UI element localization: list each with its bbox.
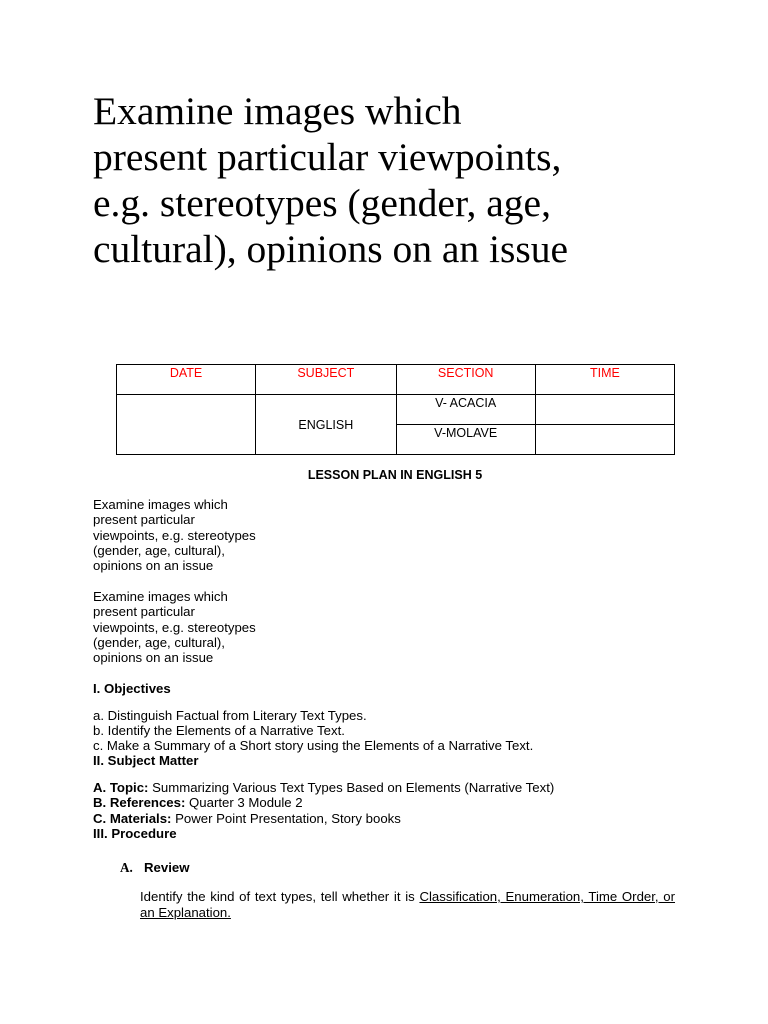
- header-subject: SUBJECT: [256, 365, 396, 395]
- lesson-plan-title: LESSON PLAN IN ENGLISH 5: [307, 468, 483, 482]
- subject-matter-heading: II. Subject Matter: [93, 753, 199, 768]
- section-cell-2: V-MOLAVE: [396, 425, 535, 455]
- objective-item: c. Make a Summary of a Short story using the Elements of a Narrative Text.: [93, 738, 534, 753]
- materials-value: Power Point Presentation, Story books: [171, 811, 401, 826]
- topic-line: [93, 780, 554, 795]
- materials-line: [93, 811, 401, 826]
- date-cell: [117, 395, 256, 455]
- schedule-table: [116, 364, 675, 455]
- review-text-types: Classification, Enumeration, Time Order, or an Explanation.: [140, 889, 675, 920]
- section-cell-1: V- ACACIA: [396, 395, 535, 425]
- review-instructions: [140, 889, 675, 921]
- materials-label: C. Materials:: [93, 811, 172, 826]
- competency-text-1: Examine images which present particular viewpoints, e.g. stereotypes (gender, age, cultural), opinions on an issue: [93, 497, 256, 574]
- competency-text-2: Examine images which present particular viewpoints, e.g. stereotypes (gender, age, cultural), opinions on an issue: [93, 589, 256, 666]
- topic-value: Summarizing Various Text Types Based on Elements (Narrative Text): [148, 780, 555, 795]
- review-letter: A.: [120, 860, 133, 875]
- procedure-heading: III. Procedure: [93, 826, 177, 841]
- topic-label: A. Topic:: [93, 780, 149, 795]
- subject-cell: ENGLISH: [256, 395, 396, 455]
- references-value: Quarter 3 Module 2: [185, 795, 303, 810]
- time-cell-2: [535, 425, 674, 455]
- document-title: Examine images which present particular viewpoints, e.g. stereotypes (gender, age, cultural), opinions on an issue: [93, 89, 569, 271]
- objectives-heading: I. Objectives: [93, 681, 171, 696]
- references-line: [93, 795, 303, 810]
- objective-item: a. Distinguish Factual from Literary Text Types.: [93, 708, 367, 723]
- header-date: DATE: [117, 365, 256, 395]
- time-cell-1: [535, 395, 674, 425]
- review-heading: [120, 860, 189, 876]
- review-text: Identify the kind of text types, tell whether it is: [140, 889, 420, 904]
- objective-item: b. Identify the Elements of a Narrative Text.: [93, 723, 345, 738]
- header-time: TIME: [535, 365, 674, 395]
- references-label: B. References:: [93, 795, 186, 810]
- review-label: Review: [144, 860, 190, 875]
- header-section: SECTION: [396, 365, 535, 395]
